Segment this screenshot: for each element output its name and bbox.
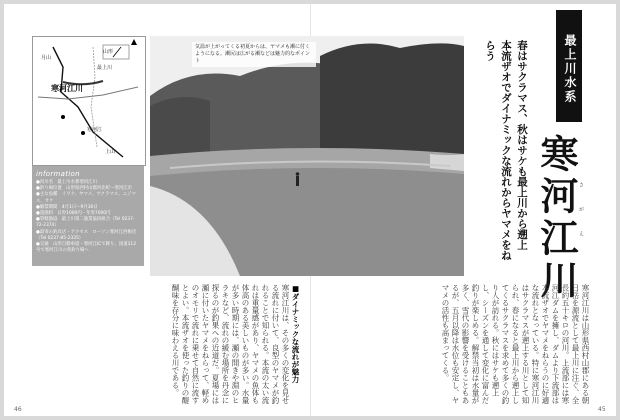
section-badge bbox=[556, 10, 582, 122]
area-map bbox=[32, 36, 146, 166]
map-label: 山形 bbox=[103, 49, 114, 55]
river-photo-drawing bbox=[150, 36, 464, 276]
body-subheading-text: ダイナミックな流れが魅力 bbox=[291, 293, 300, 383]
info-row: ●釣り場位置 山形県西村山郡河北町〜寒河江市 bbox=[36, 186, 133, 192]
info-row: ●管轄漁協 最上川第二漁業協同組合（Tel 0237-72-2374） bbox=[36, 217, 135, 229]
photo-caption: 気温が上がってくる初夏からは、ヤマメも瀬に付くようになる。瀬尻は広がる瀬などは魅力的なポイント bbox=[192, 42, 316, 67]
info-row: ●河川名 最上川水系寒河江川 bbox=[36, 180, 97, 185]
information-box bbox=[32, 166, 144, 266]
map-place-label: 寒河江川 bbox=[51, 84, 83, 93]
info-rows bbox=[36, 180, 140, 254]
magazine-spread bbox=[4, 4, 616, 416]
lead-line: 本流ザオでダイナミックな流れからヤマメをねらう bbox=[484, 40, 512, 261]
map-label: 上山 bbox=[105, 149, 116, 155]
info-row: ●交通 山形自動車道・寒河江ICで降り、国道112号で寒河江川の各釣り場へ bbox=[36, 242, 136, 254]
river-photo bbox=[150, 36, 464, 276]
info-row: ●主な魚種 イワナ、ヤマメ、サクラマス、ニジマス、サケ bbox=[36, 192, 136, 204]
title-ruby: さ が え bbox=[578, 182, 584, 246]
body-text-left-content: 寒河江川は、その多くの変化を見せる流れに付いて、良型のヤマメが釣れることで知られる。本流の太い流れは重量感があり、ヤマメの魚体も体高のある美しいものが多い。水量が多い時期には、瀬の開きや淵のヒラキなど、流れの緩む場所を丹念に探るのが釣果への近道だ。夏場には瀬に付いたヤマメをねらって、軽めのオモリで流れに乗せて自然に流すとよい。本流ザオを使った釣りの醍醐味を存分に味わえる川である。 bbox=[171, 284, 290, 404]
info-heading: information bbox=[36, 170, 80, 178]
body-text-right: 寒河江川は山形県西村山郡にある朝日岳を源流として最上川に注ぐ、全長約五十キロの河川。上流部には寒河江ダムを擁し、ダムより下流部は本流ザオでヤマメをねらうのに好適な流れとなっている。特に寒河江川はサクラマスが遡上する川として知られ、春になると最上川から遡上してくるサクラマスを求めて多くの釣り人が訪れる。秋にはサケも遡上し、シーズンを通して変化に富んだ釣りが楽しめる。解禁当初は水量が多く、雪代の影響を受けることもあるが、五月以降は水位も安定し、ヤマメの活性も高まってくる。 bbox=[441, 284, 590, 404]
lead-text bbox=[482, 40, 530, 264]
map-label: 月山 bbox=[41, 55, 52, 61]
lead-line: 春はサクラマス、秋はサケも最上川から遡上 bbox=[516, 40, 528, 250]
page-number-left: 46 bbox=[14, 406, 22, 413]
info-row: ●遊漁料 日券1000円・年券7000円 bbox=[36, 211, 111, 217]
section-badge-label: 最上川水系 bbox=[563, 34, 577, 104]
page-title: 寒河江川 bbox=[534, 134, 579, 302]
map-label: 最上川 bbox=[97, 65, 113, 71]
info-row: ●最寄の釣具店・アクセス ローソン寒河江西根店（Tel 0237-85-2335） bbox=[36, 229, 137, 241]
body-text-left bbox=[38, 284, 300, 410]
info-row: ●解禁期間 4月1日〜9月30日 bbox=[36, 204, 98, 210]
body-subheading: ■ダイナミックな流れが魅力 bbox=[291, 284, 300, 383]
map-label: 寒河江 bbox=[87, 127, 103, 133]
page-number-right: 45 bbox=[598, 406, 606, 413]
